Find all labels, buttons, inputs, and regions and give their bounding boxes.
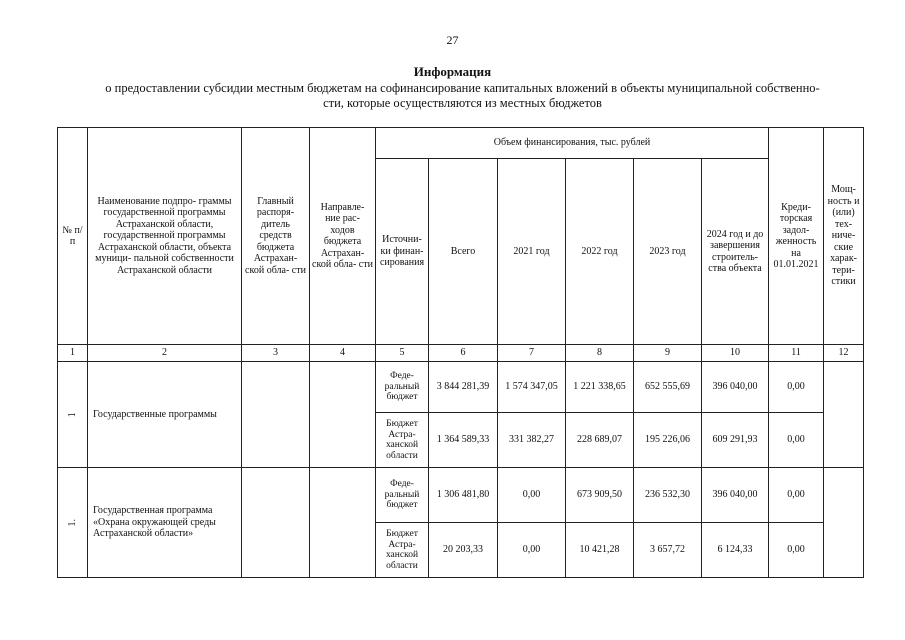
subtitle-line-1: о предоставлении субсидии местным бюджетам на софинансирование капитальных вложений в объекты муниципальной собственно- — [105, 81, 820, 95]
main-admin-cell — [242, 468, 310, 578]
column-number: 12 — [824, 345, 864, 362]
value-2022: 228 689,07 — [566, 413, 634, 468]
value-2022: 1 221 338,65 — [566, 362, 634, 413]
value-2024: 609 291,93 — [702, 413, 769, 468]
header-debt: Креди- торская задол- женность на 01.01.2021 — [769, 128, 824, 345]
funding-source: Бюджет Астра- ханской области — [376, 523, 429, 578]
total-value: 1 306 481,80 — [429, 468, 498, 523]
column-number: 8 — [566, 345, 634, 362]
value-2024: 6 124,33 — [702, 523, 769, 578]
header-main-admin: Главный распоря- дитель средств бюджета Астрахан- ской обла- сти — [242, 128, 310, 345]
value-2021: 0,00 — [498, 468, 566, 523]
value-2023: 3 657,72 — [634, 523, 702, 578]
row-number-text: 1 — [66, 412, 78, 417]
debt-value: 0,00 — [769, 523, 824, 578]
capacity-cell — [824, 468, 864, 578]
table-row — [58, 362, 864, 413]
funding-source: Феде- ральный бюджет — [376, 468, 429, 523]
column-number: 11 — [769, 345, 824, 362]
value-2021: 1 574 347,05 — [498, 362, 566, 413]
page-number: 27 — [446, 33, 459, 47]
header-2024: 2024 год и до завершения строитель- ства объекта — [702, 159, 769, 345]
header-total: Всего — [429, 159, 498, 345]
direction-cell — [310, 468, 376, 578]
column-number: 3 — [242, 345, 310, 362]
debt-value: 0,00 — [769, 362, 824, 413]
header-capacity: Мощ- ность и (или) тех- ниче- ские харак- тери- стики — [824, 128, 864, 345]
funding-table — [57, 127, 864, 578]
value-2023: 195 226,06 — [634, 413, 702, 468]
row-number — [58, 362, 88, 468]
header-source: Источни- ки финан- сирования — [376, 159, 429, 345]
column-number: 2 — [88, 345, 242, 362]
value-2021: 0,00 — [498, 523, 566, 578]
funding-source: Феде- ральный бюджет — [376, 362, 429, 413]
header-name: Наименование подпро- граммы государственной программы Астраханской области, государственной программы Астраханской области, объекта муници- пальной собственности Астраханской области — [88, 128, 242, 345]
capacity-cell — [824, 362, 864, 468]
value-2024: 396 040,00 — [702, 468, 769, 523]
header-direction: Направле- ние рас- ходов бюджета Астрахан- ской обла- сти — [310, 128, 376, 345]
main-admin-cell — [242, 362, 310, 468]
document-title: Информация — [413, 64, 492, 79]
header-row-top — [58, 128, 864, 159]
value-2022: 673 909,50 — [566, 468, 634, 523]
program-name: Государственные программы — [88, 362, 242, 468]
debt-value: 0,00 — [769, 468, 824, 523]
direction-cell — [310, 362, 376, 468]
total-value: 3 844 281,39 — [429, 362, 498, 413]
row-number-text: 1. — [66, 518, 78, 527]
subtitle-line-2: сти, которые осуществляются из местных бюджетов — [323, 96, 602, 110]
document-subtitle — [60, 81, 865, 111]
total-value: 1 364 589,33 — [429, 413, 498, 468]
value-2023: 652 555,69 — [634, 362, 702, 413]
value-2024: 396 040,00 — [702, 362, 769, 413]
column-number: 7 — [498, 345, 566, 362]
header-funding-group: Объем финансирования, тыс. рублей — [376, 128, 769, 159]
column-number: 10 — [702, 345, 769, 362]
value-2022: 10 421,28 — [566, 523, 634, 578]
column-number: 1 — [58, 345, 88, 362]
value-2021: 331 382,27 — [498, 413, 566, 468]
column-number: 9 — [634, 345, 702, 362]
header-num: № п/п — [58, 128, 88, 345]
table-row — [58, 468, 864, 523]
total-value: 20 203,33 — [429, 523, 498, 578]
column-number: 4 — [310, 345, 376, 362]
program-name: Государственная программа «Охрана окружающей среды Астраханской области» — [88, 468, 242, 578]
column-numbers-row — [58, 345, 864, 362]
value-2023: 236 532,30 — [634, 468, 702, 523]
column-number: 5 — [376, 345, 429, 362]
header-2021: 2021 год — [498, 159, 566, 345]
funding-source: Бюджет Астра- ханской области — [376, 413, 429, 468]
header-2022: 2022 год — [566, 159, 634, 345]
header-2023: 2023 год — [634, 159, 702, 345]
row-number — [58, 468, 88, 578]
column-number: 6 — [429, 345, 498, 362]
debt-value: 0,00 — [769, 413, 824, 468]
